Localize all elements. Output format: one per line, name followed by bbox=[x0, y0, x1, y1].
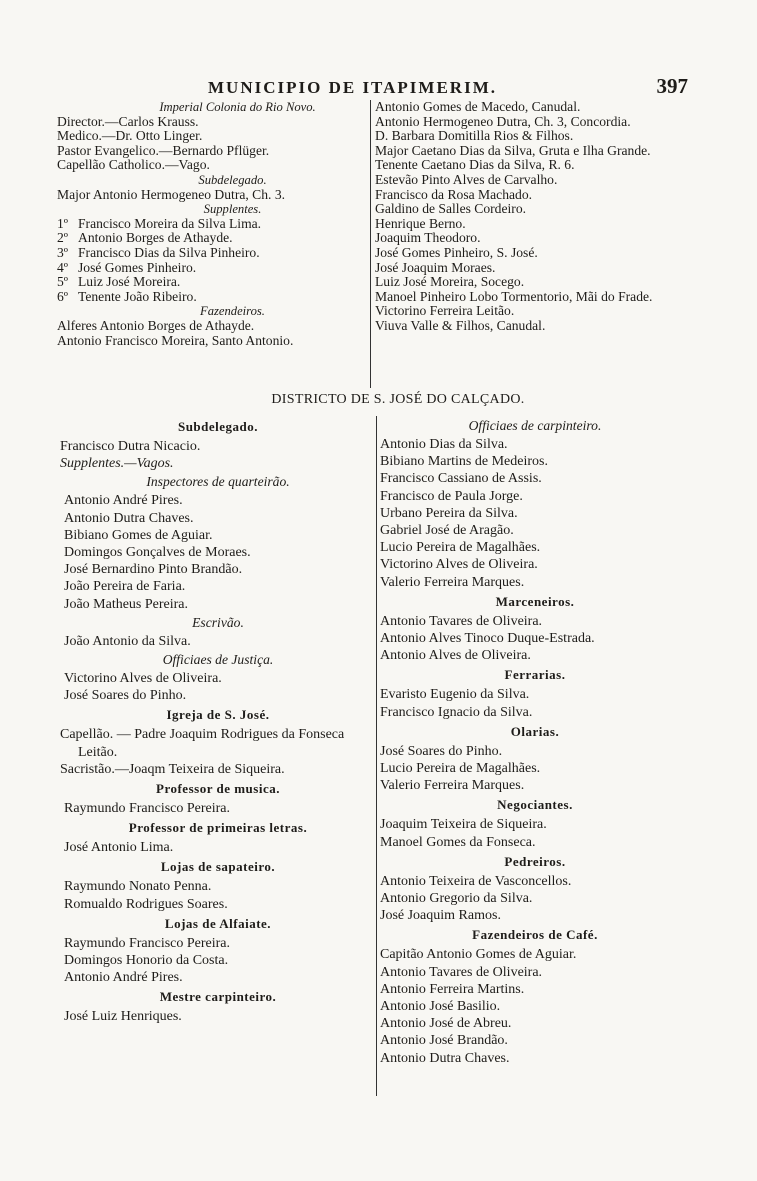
entry-line: Raymundo Nonato Penna. bbox=[64, 879, 212, 895]
entry-line: Joaquim Teixeira de Siqueira. bbox=[380, 817, 547, 833]
entry-list bbox=[380, 873, 690, 925]
staff-line: Pastor Evangelico.—Bernardo Pflüger. bbox=[57, 142, 270, 158]
supplente-line bbox=[57, 246, 368, 261]
fazendeiro-line: Antonio Gomes de Macedo, Canudal. bbox=[375, 99, 581, 114]
section-heading: Fazendeiros de Café. bbox=[472, 927, 598, 943]
subdelegado-name: Major Antonio Hermogeneo Dutra, Ch. 3. bbox=[57, 186, 286, 202]
supplente-name: Tenente João Ribeiro. bbox=[78, 288, 197, 304]
entry-line: Francisco Ignacio da Silva. bbox=[380, 704, 533, 720]
entry-line: Manoel Gomes da Fonseca. bbox=[380, 834, 536, 850]
supplente-number: 4º bbox=[57, 259, 69, 275]
fazendeiro-line: Major Caetano Dias da Silva, Gruta e Ilha Grande. bbox=[375, 142, 651, 158]
entry-line: Urbano Pereira da Silva. bbox=[380, 505, 518, 521]
district-right-column bbox=[380, 416, 690, 1067]
supplente-number: 2º bbox=[57, 230, 69, 246]
fazendeiro-line: Manoel Pinheiro Lobo Tormentorio, Mãi do Frade. bbox=[375, 288, 653, 304]
staff-line: Medico.—Dr. Otto Linger. bbox=[57, 128, 203, 144]
fazendeiro-line: Antonio Hermogeneo Dutra, Ch. 3, Concordia. bbox=[375, 113, 631, 129]
entry-line: Antonio Alves de Oliveira. bbox=[380, 648, 531, 664]
entry-line: Francisco Dutra Nicacio. bbox=[60, 439, 201, 454]
fazendeiro-line: Viuva Valle & Filhos, Canudal. bbox=[375, 317, 546, 333]
entry-line: João Matheus Pereira. bbox=[64, 596, 189, 612]
district-section bbox=[60, 416, 690, 1096]
section-heading: Officiaes de Justiça. bbox=[162, 652, 274, 668]
supplente-line bbox=[57, 290, 368, 305]
entry-line: Antonio André Pires. bbox=[64, 970, 183, 986]
entry-line: Capitão Antonio Gomes de Aguiar. bbox=[380, 947, 577, 963]
entry-line: José Luiz Henriques. bbox=[64, 1009, 182, 1025]
entry-line: Lucio Pereira de Magalhães. bbox=[380, 540, 541, 556]
entry-line: Francisco Cassiano de Assis. bbox=[380, 471, 542, 487]
supplente-line bbox=[57, 217, 368, 232]
fazendeiro-line: Tenente Caetano Dias da Silva, R. 6. bbox=[375, 157, 575, 173]
entry-list bbox=[60, 878, 376, 912]
section-heading: Escrivão. bbox=[192, 614, 244, 630]
fazendeiro-line: Alferes Antonio Borges de Athayde. bbox=[57, 317, 255, 333]
supplente-number: 5º bbox=[57, 274, 69, 290]
entry-line: Capellão. — Padre Joaquim Rodrigues da Fonseca Leitão. bbox=[60, 727, 345, 760]
fazendeiro-list bbox=[375, 100, 691, 115]
supplente-name: Luiz José Moreira. bbox=[78, 274, 181, 290]
entry-list bbox=[380, 686, 690, 720]
fazendeiro-list bbox=[57, 319, 368, 348]
supplente-name: Antonio Borges de Athayde. bbox=[78, 230, 233, 246]
fazendeiro-line: D. Barbara Domitilla Rios & Filhos. bbox=[375, 128, 574, 144]
fazendeiro-line: Francisco da Rosa Machado. bbox=[375, 186, 533, 202]
entry-line: Bibiano Martins de Medeiros. bbox=[380, 454, 548, 470]
entry-list bbox=[380, 816, 690, 850]
entry-line: Antonio José de Abreu. bbox=[380, 1016, 512, 1032]
section-heading: Professor de musica. bbox=[156, 781, 280, 797]
page-title: MUNICIPIO DE ITAPIMERIM. bbox=[208, 78, 497, 97]
entry-list bbox=[60, 935, 376, 987]
fazendeiro-line: Henrique Berno. bbox=[375, 215, 466, 231]
entry-line: Domingos Gonçalves de Moraes. bbox=[64, 545, 251, 561]
entry-line: Lucio Pereira de Magalhães. bbox=[380, 761, 541, 777]
section-heading: Subdelegado. bbox=[177, 419, 259, 434]
supplente-name: Francisco Dias da Silva Pinheiro. bbox=[78, 244, 260, 260]
page-header bbox=[60, 74, 700, 100]
supplente-line bbox=[57, 261, 368, 276]
column-divider bbox=[376, 416, 377, 1096]
entry-line: Antonio Gregorio da Silva. bbox=[380, 891, 533, 907]
entry-line: Antonio Dutra Chaves. bbox=[64, 510, 194, 526]
colony-heading: Imperial Colonia do Rio Novo. bbox=[159, 100, 316, 114]
entry-line: Supplentes.—Vagos. bbox=[60, 456, 174, 472]
staff-list bbox=[57, 115, 368, 173]
section-heading: Mestre carpinteiro. bbox=[159, 989, 277, 1005]
entry-line: Sacristão.—Joaqm Teixeira de Siqueira. bbox=[60, 761, 285, 777]
section-heading: Negociantes. bbox=[497, 797, 573, 813]
entry-line: Victorino Alves de Oliveira. bbox=[64, 671, 222, 687]
section-heading: Professor de primeiras letras. bbox=[128, 820, 308, 836]
fazendeiro-line: José Gomes Pinheiro, S. José. bbox=[375, 244, 538, 260]
entry-line: José Soares do Pinho. bbox=[380, 743, 503, 759]
entry-line: Raymundo Francisco Pereira. bbox=[64, 801, 231, 817]
fazendeiro-line: Joaquim Theodoro. bbox=[375, 230, 481, 246]
page-number: 397 bbox=[656, 74, 688, 98]
entry-line: Bibiano Gomes de Aguiar. bbox=[64, 527, 213, 543]
section-heading: Inspectores de quarteirão. bbox=[146, 474, 290, 490]
entry-line: José Soares do Pinho. bbox=[64, 688, 187, 704]
entry-line: Antonio Ferreira Martins. bbox=[380, 981, 525, 997]
district-title-text: DISTRICTO DE S. JOSÉ DO CALÇADO. bbox=[271, 392, 525, 407]
entry-line: José Bernardino Pinto Brandão. bbox=[64, 562, 243, 578]
entry-line: Raymundo Francisco Pereira. bbox=[64, 935, 231, 951]
supplente-number: 6º bbox=[57, 288, 69, 304]
entry-list bbox=[380, 436, 690, 591]
entry-line: Valerio Ferreira Marques. bbox=[380, 574, 525, 590]
supplentes-heading: Supplentes. bbox=[203, 202, 262, 217]
entry-line: Antonio Tavares de Oliveira. bbox=[380, 613, 543, 629]
supplente-number: 3º bbox=[57, 244, 69, 260]
section-heading: Ferrarias. bbox=[504, 667, 566, 683]
entry-line: Evaristo Eugenio da Silva. bbox=[380, 687, 530, 703]
entry-line: João Pereira de Faria. bbox=[64, 579, 186, 595]
entry-line: José Antonio Lima. bbox=[64, 840, 174, 856]
entry-list bbox=[380, 946, 690, 1066]
fazendeiros-heading: Fazendeiros. bbox=[200, 304, 265, 319]
column-divider bbox=[370, 100, 371, 388]
staff-line: Director.—Carlos Krauss. bbox=[57, 113, 199, 129]
entry-line: Antonio Dutra Chaves. bbox=[380, 1050, 510, 1066]
entry-line: João Antonio da Silva. bbox=[64, 633, 191, 649]
fazendeiro-line: Estevão Pinto Alves de Carvalho. bbox=[375, 171, 558, 187]
entry-line: Antonio Dias da Silva. bbox=[380, 437, 508, 452]
section-heading: Igreja de S. José. bbox=[166, 707, 270, 723]
entry-line: Francisco de Paula Jorge. bbox=[380, 488, 523, 504]
staff-line: Capellão Catholico.—Vago. bbox=[57, 157, 210, 173]
entry-list bbox=[380, 743, 690, 795]
fazendeiro-list bbox=[375, 304, 691, 333]
section-heading: Marceneiros. bbox=[495, 593, 575, 609]
fazendeiro-line: Galdino de Salles Cordeiro. bbox=[375, 201, 527, 217]
colony-section bbox=[57, 100, 689, 390]
entry-line: Gabriel José de Aragão. bbox=[380, 523, 514, 539]
entry-line: Antonio José Brandão. bbox=[380, 1033, 508, 1049]
fazendeiro-line: José Joaquim Moraes. bbox=[375, 259, 496, 275]
entry-line: Valerio Ferreira Marques. bbox=[380, 778, 525, 794]
fazendeiro-line: Luiz José Moreira, Socego. bbox=[375, 274, 525, 290]
fazendeiro-list bbox=[375, 129, 691, 144]
fazendeiro-list bbox=[375, 158, 691, 289]
entry-line: Antonio Teixeira de Vasconcellos. bbox=[380, 873, 572, 889]
section-heading: Olarias. bbox=[510, 723, 560, 739]
section-heading: Pedreiros. bbox=[504, 853, 566, 869]
section-heading: Lojas de sapateiro. bbox=[160, 859, 276, 875]
fazendeiro-line: Antonio Francisco Moreira, Santo Antonio. bbox=[57, 332, 294, 348]
entry-list bbox=[60, 492, 376, 612]
section-heading: Officiaes de carpinteiro. bbox=[468, 418, 602, 433]
colony-left-column bbox=[57, 100, 368, 348]
entry-line: José Joaquim Ramos. bbox=[380, 908, 501, 924]
supplente-number: 1º bbox=[57, 215, 69, 231]
section-heading: Lojas de Alfaiate. bbox=[164, 915, 272, 931]
entry-list bbox=[60, 670, 376, 704]
entry-line: Romualdo Rodrigues Soares. bbox=[64, 896, 228, 912]
supplente-name: José Gomes Pinheiro. bbox=[78, 259, 197, 275]
fazendeiro-line: Victorino Ferreira Leitão. bbox=[375, 303, 515, 319]
supplente-line bbox=[57, 231, 368, 246]
supplente-line bbox=[57, 275, 368, 290]
district-title bbox=[60, 392, 680, 408]
supplentes-list bbox=[57, 217, 368, 305]
supplente-name: Francisco Moreira da Silva Lima. bbox=[78, 215, 262, 231]
entry-line: Domingos Honorio da Costa. bbox=[64, 953, 229, 969]
entry-list bbox=[380, 613, 690, 665]
subdelegado-heading: Subdelegado. bbox=[198, 172, 267, 187]
entry-line: Antonio José Basilio. bbox=[380, 999, 501, 1015]
entry-line: Antonio Alves Tinoco Duque-Estrada. bbox=[380, 631, 595, 647]
district-left-column bbox=[60, 416, 376, 1026]
entry-line: Victorino Alves de Oliveira. bbox=[380, 557, 538, 573]
colony-right-column bbox=[375, 100, 691, 334]
entry-line: Antonio Tavares de Oliveira. bbox=[380, 964, 543, 980]
entry-line: Antonio André Pires. bbox=[64, 493, 183, 509]
